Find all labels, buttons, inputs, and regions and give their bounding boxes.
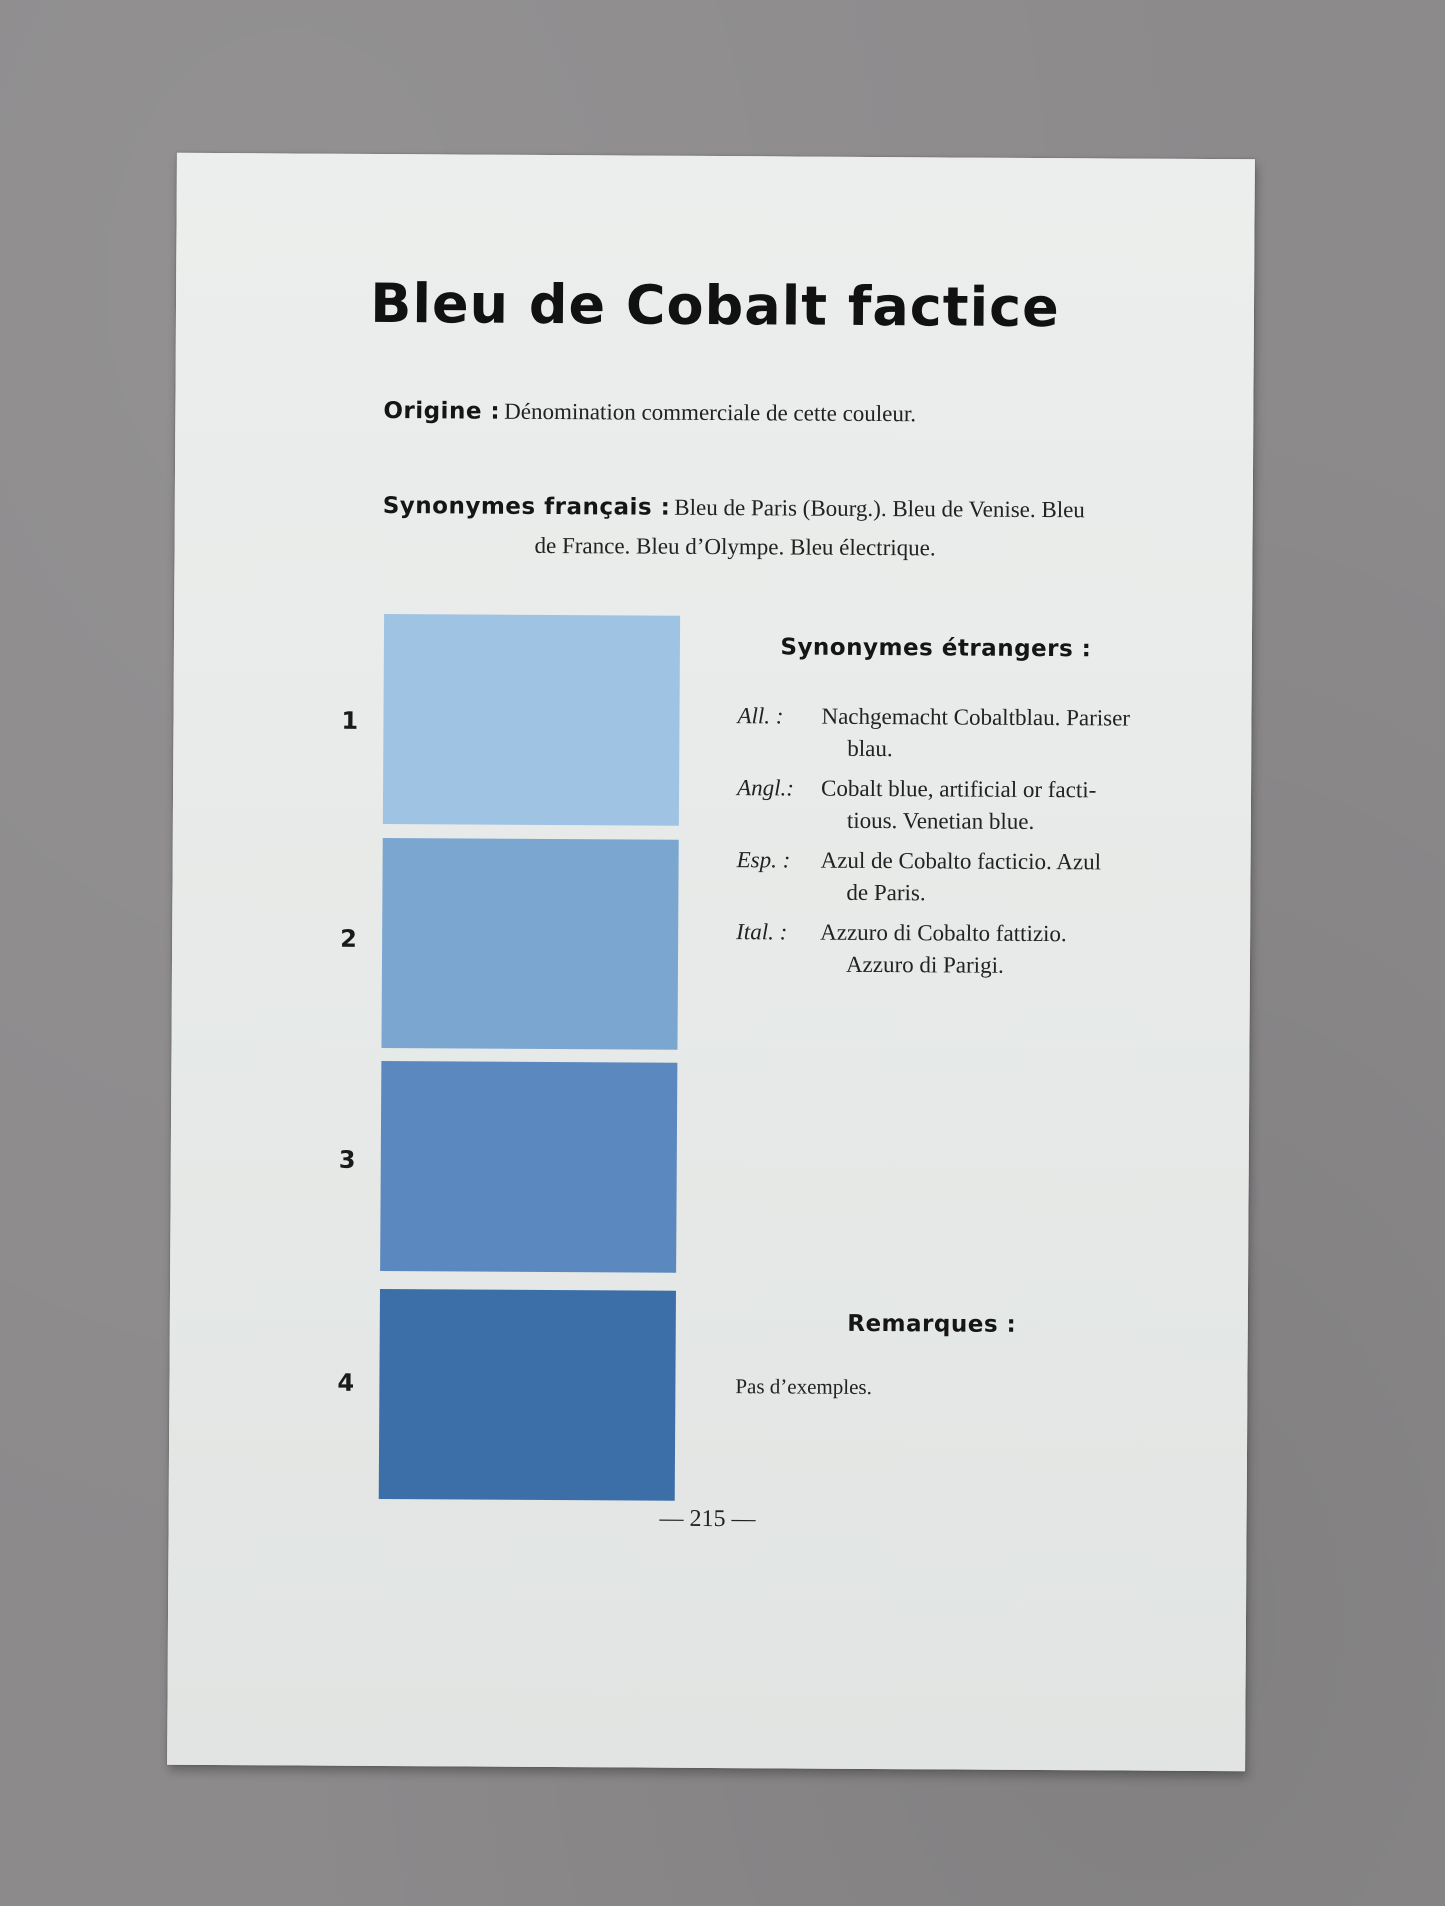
swatch-number: 4	[337, 1368, 355, 1397]
page-title: Bleu de Cobalt factice	[370, 271, 1060, 340]
lang-text-line2: de Paris.	[846, 879, 926, 906]
lang-text-line1: Nachgemacht Cobaltblau. Pariser	[821, 703, 1131, 731]
color-swatch	[380, 1061, 677, 1273]
color-swatch	[383, 614, 680, 826]
lang-text-line2: blau.	[847, 735, 893, 762]
page-sheet	[167, 153, 1255, 1772]
remarques-heading: Remarques :	[847, 1310, 1017, 1338]
lang-abbr: Ital. :	[736, 919, 788, 945]
lang-entry-angl	[737, 772, 1147, 839]
synonymes-etrangers-heading: Synonymes étrangers :	[780, 634, 1092, 663]
lang-abbr: Angl.:	[736, 775, 795, 801]
lang-abbr: Esp. :	[736, 847, 791, 873]
synonymes-francais-line2: de France. Bleu d’Olympe. Bleu électrique.	[534, 532, 936, 561]
lang-text-line1: Azul de Cobalto facticio. Azul	[820, 847, 1102, 875]
lang-text-line2: tious. Venetian blue.	[846, 807, 1035, 834]
page-number: — 215 —	[659, 1505, 756, 1533]
swatch-number: 1	[341, 706, 359, 735]
origine-line	[383, 398, 916, 427]
origine-label: Origine :	[383, 397, 501, 425]
lang-entry-esp	[736, 844, 1146, 911]
remarques-text: Pas d’exemples.	[735, 1374, 872, 1399]
lang-text-line1: Azzuro di Cobalto fattizio.	[820, 919, 1067, 947]
color-swatch	[379, 1289, 676, 1501]
synonymes-francais-block	[382, 488, 1162, 568]
lang-text-line1: Cobalt blue, artificial or facti-	[820, 775, 1097, 803]
lang-abbr: All. :	[737, 703, 784, 729]
lang-entry-all	[737, 700, 1147, 767]
synonymes-francais-line1: Bleu de Paris (Bourg.). Bleu de Venise. Bleu	[674, 494, 1085, 523]
color-swatch	[381, 838, 678, 1050]
swatch-number: 3	[338, 1145, 356, 1174]
synonymes-francais-label: Synonymes français :	[382, 492, 671, 521]
lang-entry-ital	[736, 916, 1146, 983]
origine-text: Dénomination commerciale de cette couleur.	[504, 398, 917, 427]
lang-text-line2: Azzuro di Parigi.	[845, 951, 1004, 978]
swatch-number: 2	[340, 924, 357, 953]
